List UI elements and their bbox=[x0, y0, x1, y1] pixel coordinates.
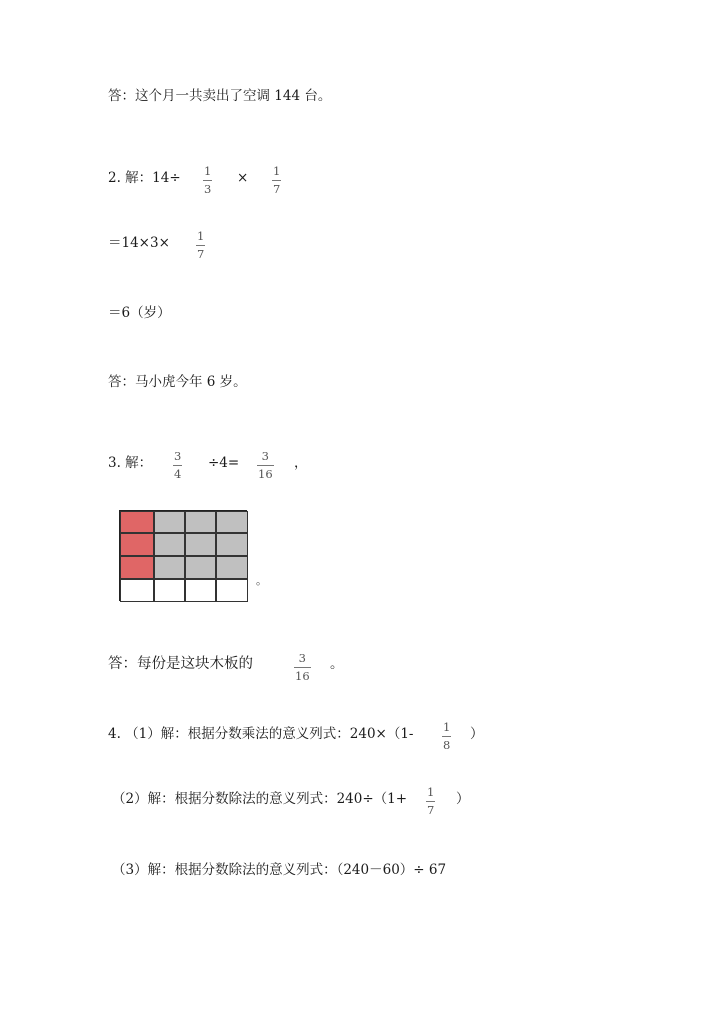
q2-fraction-a-denominator: 3 bbox=[204, 181, 212, 196]
grid-cell-gray bbox=[154, 556, 185, 579]
grid-period: 。 bbox=[256, 574, 267, 587]
q4-part2-fraction bbox=[426, 787, 435, 816]
q3-fraction-b-numerator: 3 bbox=[261, 449, 269, 463]
grid-cell-white bbox=[185, 579, 216, 602]
grid-cell-gray bbox=[185, 511, 216, 533]
q4-part1-fraction-denominator: 8 bbox=[443, 737, 451, 752]
q4-part1-suffix: ） bbox=[470, 726, 484, 742]
q3-fraction-b-denominator: 16 bbox=[258, 466, 273, 481]
q3-fraction-a-numerator: 3 bbox=[174, 449, 182, 463]
q4-part2-prefix: （2）解：根据分数除法的意义列式：240÷（1+ bbox=[112, 791, 408, 807]
q2-times-sign: × bbox=[237, 170, 249, 186]
fraction-grid-diagram bbox=[119, 510, 247, 601]
q3-fraction-a-denominator: 4 bbox=[174, 466, 182, 481]
q4-part1-fraction bbox=[442, 722, 451, 751]
q2-fraction-a-numerator: 1 bbox=[204, 164, 212, 178]
q4-part1-fraction-numerator: 1 bbox=[443, 720, 451, 734]
q3-answer-suffix: 。 bbox=[330, 656, 344, 672]
q2-fraction-b bbox=[272, 166, 281, 195]
grid-cell-red bbox=[120, 533, 154, 556]
q2-fraction-c-numerator: 1 bbox=[197, 229, 205, 243]
q3-prefix: 3. 解： bbox=[108, 455, 153, 471]
q4-part1-prefix: 4. （1）解：根据分数乘法的意义列式：240×（1- bbox=[108, 726, 414, 742]
grid-cell-gray bbox=[216, 511, 248, 533]
q3-comma: ， bbox=[294, 455, 308, 471]
grid-cell-red bbox=[120, 556, 154, 579]
q2-line3: ＝6（岁） bbox=[108, 305, 171, 321]
q3-fraction-b bbox=[257, 451, 274, 480]
q3-fraction-a bbox=[173, 451, 182, 480]
q3-answer-fraction bbox=[294, 653, 311, 682]
q2-fraction-a bbox=[203, 166, 212, 195]
grid-cell-gray bbox=[185, 556, 216, 579]
grid-cell-white bbox=[216, 579, 248, 602]
q4-part2-fraction-numerator: 1 bbox=[427, 785, 435, 799]
q2-answer: 答：马小虎今年 6 岁。 bbox=[108, 374, 247, 390]
q3-answer-fraction-numerator: 3 bbox=[298, 651, 306, 665]
grid-cell-red bbox=[120, 511, 154, 533]
grid-cell-gray bbox=[216, 556, 248, 579]
q2-line2-prefix: ＝14×3× bbox=[108, 235, 170, 251]
q4-part2-fraction-denominator: 7 bbox=[427, 802, 435, 817]
q2-fraction-c-denominator: 7 bbox=[197, 246, 205, 261]
grid-cell-gray bbox=[154, 533, 185, 556]
q4-part2-suffix: ） bbox=[456, 791, 470, 807]
q2-fraction-b-numerator: 1 bbox=[273, 164, 281, 178]
grid-cell-gray bbox=[154, 511, 185, 533]
q2-line1-prefix: 2. 解：14÷ bbox=[108, 170, 181, 186]
q4-part3: （3）解：根据分数除法的意义列式：（240－60）÷ 67 bbox=[112, 862, 447, 878]
q2-fraction-c bbox=[196, 231, 205, 260]
answer-1: 答：这个月一共卖出了空调 144 台。 bbox=[108, 88, 332, 104]
q3-answer-prefix: 答：每份是这块木板的 bbox=[108, 656, 253, 672]
q3-middle: ÷4= bbox=[208, 455, 240, 471]
grid-cell-white bbox=[154, 579, 185, 602]
grid-cell-gray bbox=[216, 533, 248, 556]
q3-answer-fraction-denominator: 16 bbox=[295, 668, 310, 683]
q2-fraction-b-denominator: 7 bbox=[273, 181, 281, 196]
grid-cell-gray bbox=[185, 533, 216, 556]
grid-cell-white bbox=[120, 579, 154, 602]
